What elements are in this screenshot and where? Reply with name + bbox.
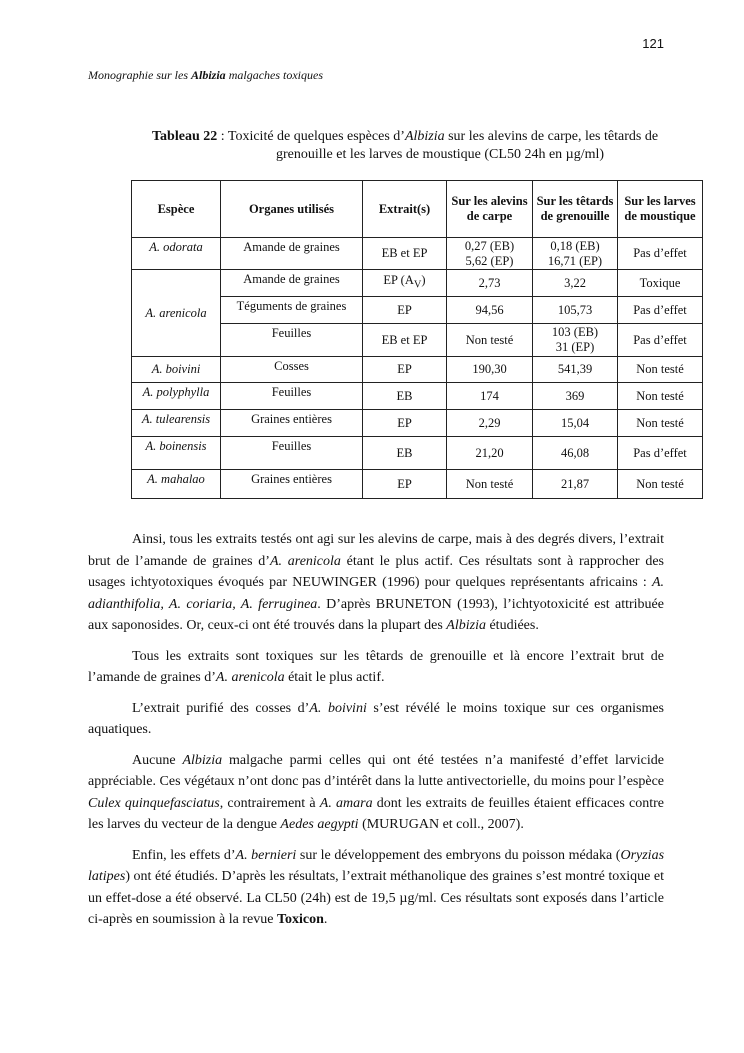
cell-tetards: 541,39: [533, 357, 618, 383]
table-row: [132, 270, 703, 297]
cell-larves: Non testé: [618, 357, 703, 383]
cell-extrait: EP $(A_V)$: [363, 270, 447, 297]
col-header-larves: Sur les larves de moustique: [618, 181, 703, 238]
paragraph: L’extrait purifié des cosses d’A. boivini s’est révélé le moins toxique sur ces organismes aquatiques.: [88, 700, 664, 737]
cell-tetards: 46,08: [533, 437, 618, 470]
cell-espece: A. tulearensis: [132, 410, 221, 437]
cell-organe: Feuilles: [221, 437, 363, 470]
cell-espece: A. mahalao: [132, 470, 221, 499]
cell-extrait: EP: [363, 410, 447, 437]
cell-alevins: 21,20: [447, 437, 533, 470]
cell-organe: Graines entières: [221, 410, 363, 437]
body-text: [88, 529, 664, 940]
cell-organe: Téguments de graines: [221, 297, 363, 324]
cell-larves: Pas d’effet: [618, 238, 703, 270]
cell-extrait: EP: [363, 297, 447, 324]
cell-espece: A. odorata: [132, 238, 221, 270]
cell-larves: Toxique: [618, 270, 703, 297]
cell-espece: A. boinensis: [132, 437, 221, 470]
cell-organe: Feuilles: [221, 324, 363, 357]
cell-espece: A. arenicola: [132, 270, 221, 357]
cell-alevins: Non testé: [447, 470, 533, 499]
table-row: [132, 410, 703, 437]
cell-larves: Non testé: [618, 470, 703, 499]
cell-extrait: EB et EP: [363, 238, 447, 270]
cell-alevins: 0,27 (EB) 5,62 (EP): [447, 238, 533, 270]
table-row: [132, 470, 703, 499]
table-row: [132, 437, 703, 470]
cell-tetards: 369: [533, 383, 618, 410]
table-header-row: [132, 181, 703, 238]
cell-extrait: EB: [363, 383, 447, 410]
table-row: [132, 383, 703, 410]
cell-alevins: 190,30: [447, 357, 533, 383]
cell-extrait: EB et EP: [363, 324, 447, 357]
cell-tetards: 15,04: [533, 410, 618, 437]
cell-extrait: EP: [363, 357, 447, 383]
cell-tetards: 105,73: [533, 297, 618, 324]
cell-extrait: EP: [363, 470, 447, 499]
col-header-espece: Espèce: [132, 181, 221, 238]
cell-organe: Graines entières: [221, 470, 363, 499]
table-caption: Tableau 22 : Toxicité de quelques espèces d’Albizia sur les alevins de carpe, les têtards de grenouille et les larves de moustique (CL50 24h en µg/ml): [152, 129, 659, 162]
cell-alevins: 174: [447, 383, 533, 410]
cell-larves: Non testé: [618, 410, 703, 437]
cell-larves: Pas d’effet: [618, 297, 703, 324]
caption-label: Tableau 22: [152, 129, 218, 144]
paragraph: Enfin, les effets d’A. bernieri sur le développement des embryons du poisson médaka (Oryzias latipes) ont été étudiés. D’après les résultats, l’extrait méthanolique des graines s’est montré toxique et un effet-dose a été observé. La CL50 (24h) est de 19,5 µg/ml. Ces résultats sont exposés dans l’article ci-après en soumission à la revue Toxicon.: [88, 847, 665, 927]
cell-organe: Amande de graines: [221, 238, 363, 270]
cell-tetards: 21,87: [533, 470, 618, 499]
cell-tetards: 3,22: [533, 270, 618, 297]
paragraph: Tous les extraits sont toxiques sur les têtards de grenouille et là encore l’extrait brut de l’amande de graines d’A. arenicola était le plus actif.: [88, 648, 664, 685]
cell-larves: Non testé: [618, 383, 703, 410]
col-header-organes: Organes utilisés: [221, 181, 363, 238]
cell-alevins: 2,29: [447, 410, 533, 437]
paragraph: Aucune Albizia malgache parmi celles qui ont été testées n’a manifesté d’effet larvicide appréciable. Ces végétaux n’ont donc pas d’intérêt dans la lutte antivectorielle, du moins pour l’espèce Culex quinquefasciatus, contrairement à A. amara dont les extraits de feuilles étaient efficaces contre les larves du vecteur de la dengue Aedes aegypti (MURUGAN et coll., 2007).: [88, 752, 664, 832]
cell-larves: Pas d’effet: [618, 324, 703, 357]
cell-organe: Amande de graines: [221, 270, 363, 297]
table-row: [132, 238, 703, 270]
col-header-extrait: Extrait(s): [363, 181, 447, 238]
page-number: 121: [642, 36, 664, 51]
cell-tetards: 103 (EB) 31 (EP): [533, 324, 618, 357]
cell-espece: A. boivini: [132, 357, 221, 383]
cell-larves: Pas d’effet: [618, 437, 703, 470]
cell-espece: A. polyphylla: [132, 383, 221, 410]
cell-organe: Cosses: [221, 357, 363, 383]
col-header-tetards: Sur les têtards de grenouille: [533, 181, 618, 238]
cell-alevins: Non testé: [447, 324, 533, 357]
cell-organe: Feuilles: [221, 383, 363, 410]
table-row: [132, 357, 703, 383]
col-header-alevins: Sur les alevins de carpe: [447, 181, 533, 238]
cell-alevins: 2,73: [447, 270, 533, 297]
running-header: Monographie sur les Albizia malgaches toxiques: [88, 68, 323, 82]
toxicity-table: [131, 180, 703, 499]
cell-alevins: 94,56: [447, 297, 533, 324]
paragraph: Ainsi, tous les extraits testés ont agi sur les alevins de carpe, mais à des degrés divers, l’extrait brut de l’amande de graines d’A. arenicola étant le plus actif. Ces résultats sont à rapprocher des usages ichtyotoxiques évoqués par NEUWINGER (1996) pour quelques représentants africains : A. adianthifolia, A. coriaria, A. ferruginea. D’après BRUNETON (1993), l’ichtyotoxicité est attribuée aux saponosides. Or, ceux-ci ont été trouvés dans la plupart des Albizia étudiées.: [88, 532, 665, 633]
cell-extrait: EB: [363, 437, 447, 470]
cell-tetards: 0,18 (EB) 16,71 (EP): [533, 238, 618, 270]
